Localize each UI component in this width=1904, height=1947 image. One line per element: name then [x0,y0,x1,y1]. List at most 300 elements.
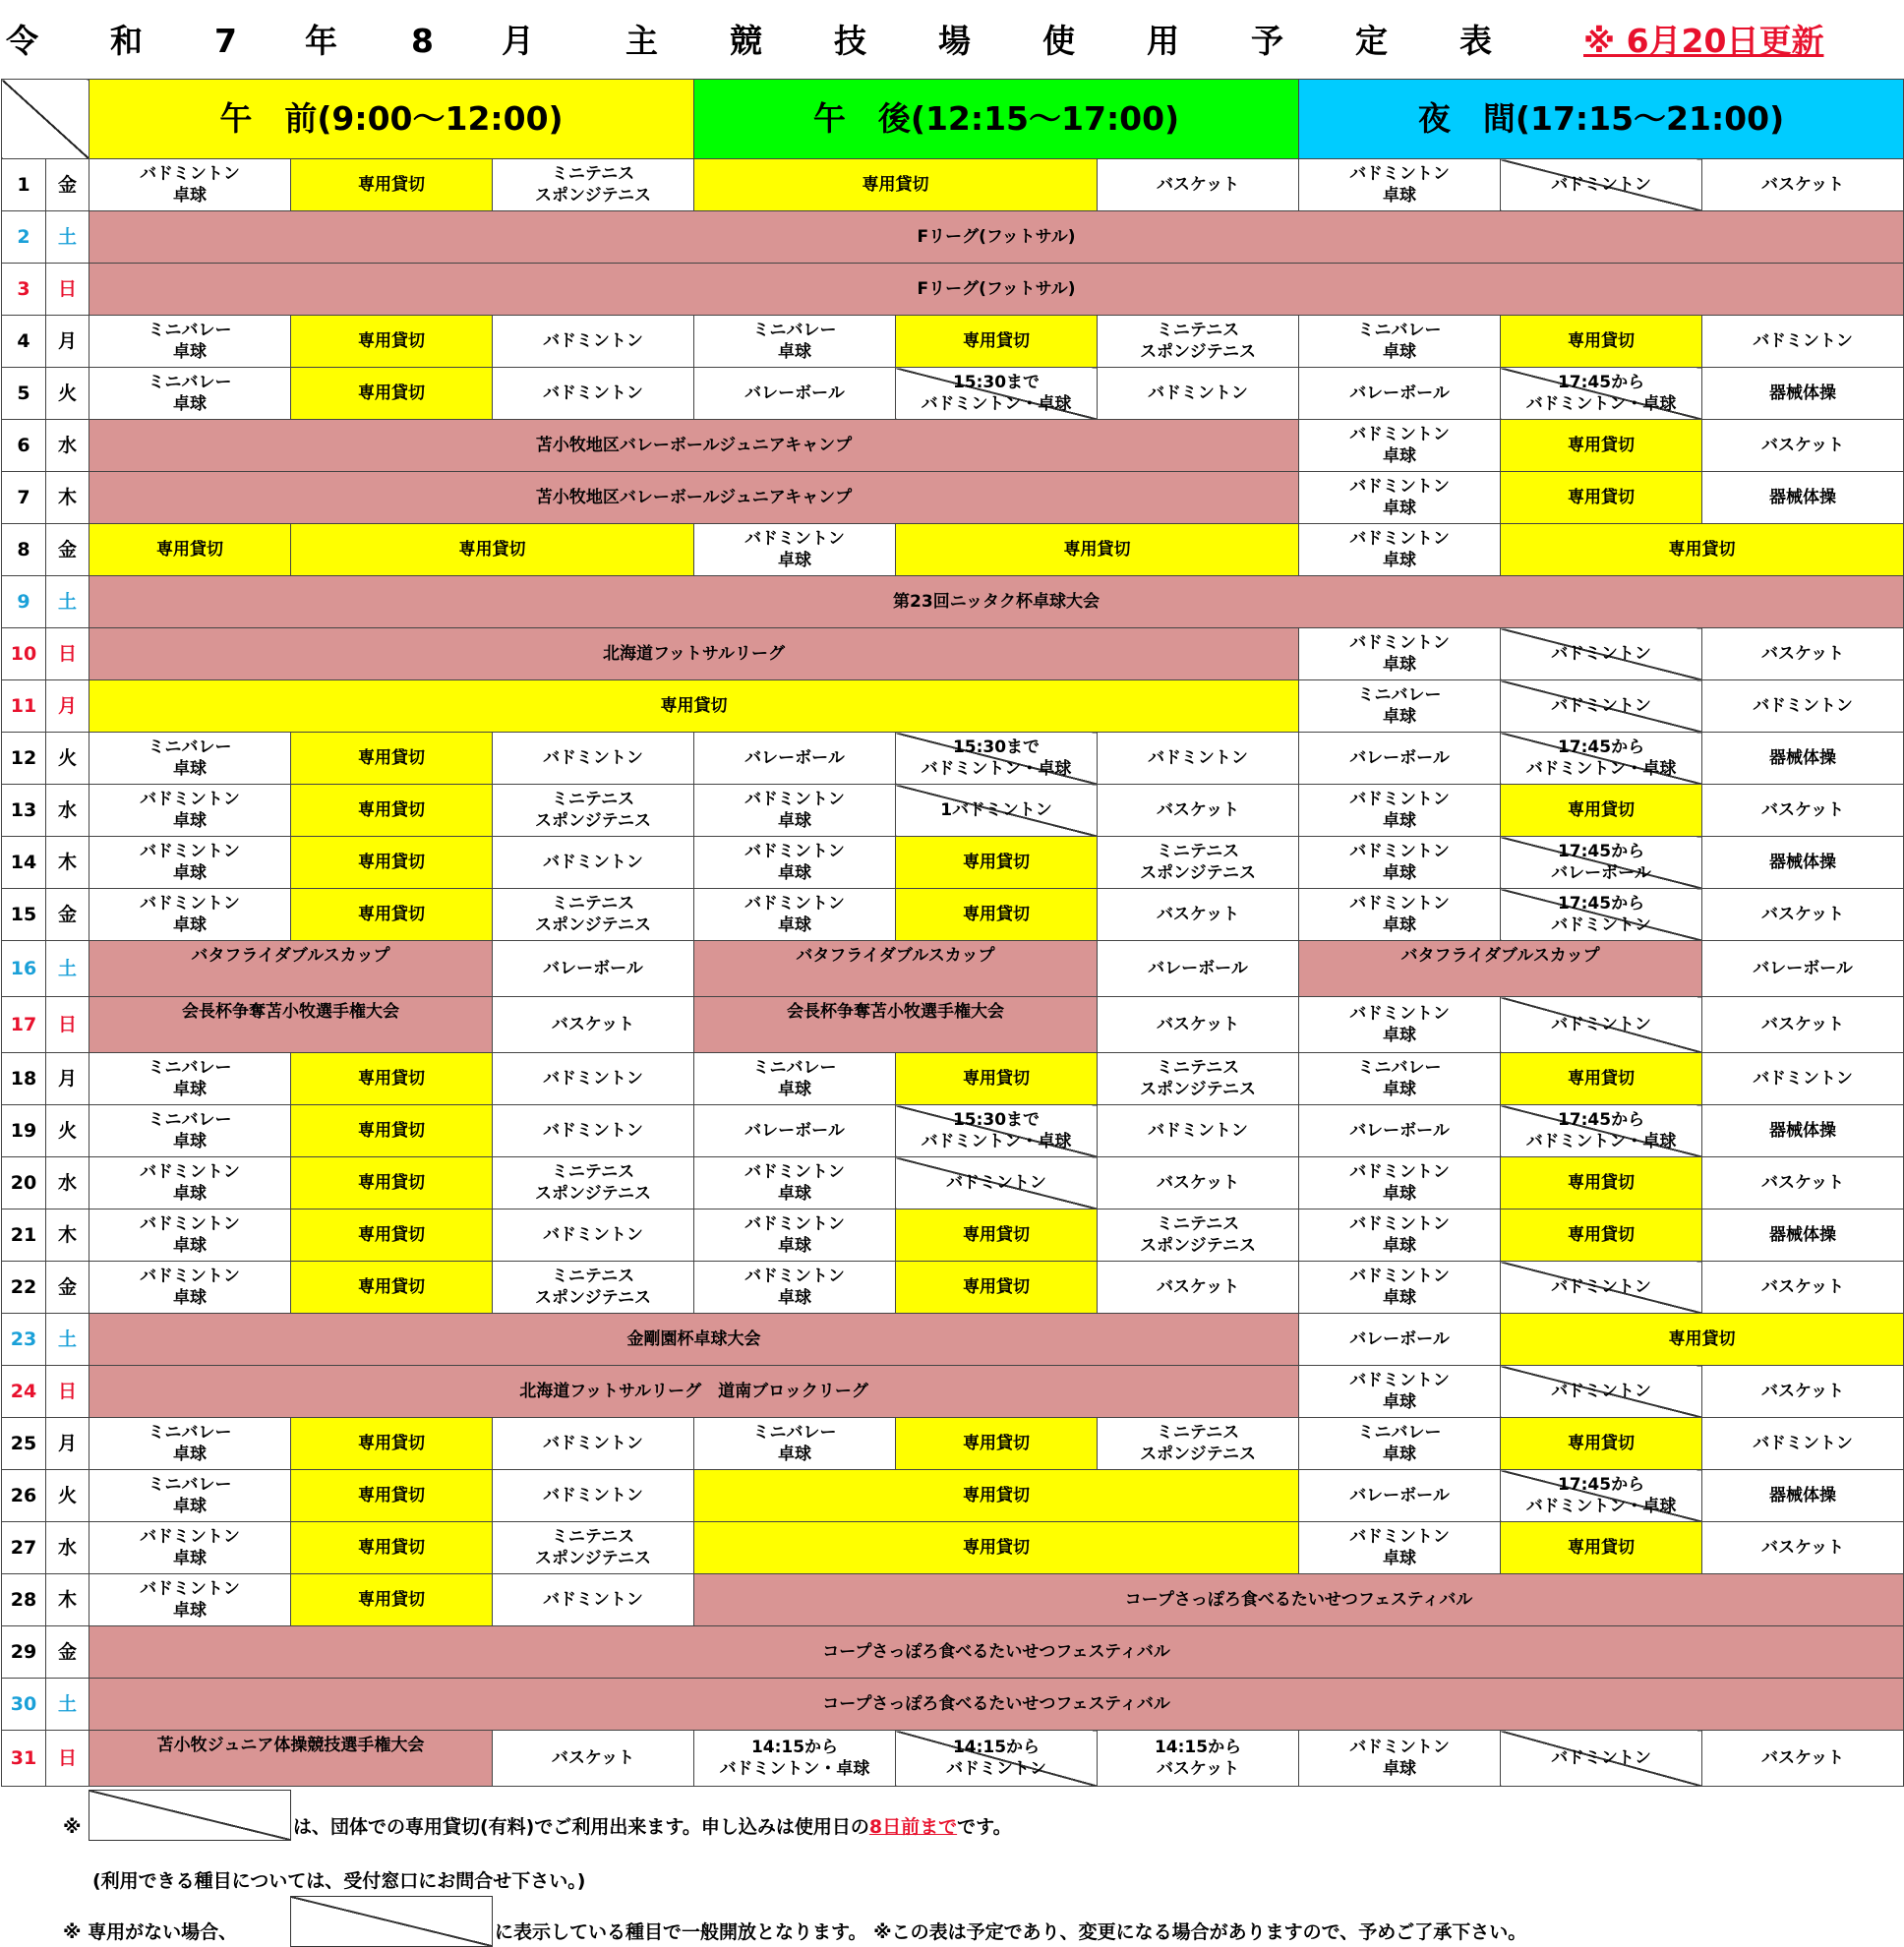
activity-slot: バドミントン 卓球 [89,889,291,941]
activity-slot: バスケット [1098,159,1299,211]
event-slot: 会長杯争奪苫小牧選手権大会 [89,997,493,1053]
reserved-slot: 専用貸切 [896,1418,1098,1470]
weekday-cell: 土 [46,576,89,628]
reserved-slot: 専用貸切 [694,1522,1299,1574]
activity-slot: ミニテニス スポンジテニス [493,159,694,211]
event-slot: コープさっぽろ食べるたいせつフェスティバル [89,1626,1904,1679]
activity-slot: ミニバレー 卓球 [89,1105,291,1157]
activity-slot: バドミントン [1702,1053,1904,1105]
activity-slot: バスケット [1702,1731,1904,1787]
open-slot-diagonal: 14:15から バドミントン [896,1731,1098,1787]
activity-slot: バドミントン 卓球 [694,1157,896,1210]
date-cell: 27 [2,1522,46,1574]
note-line-2: (利用できる種目については、受付窓口にお問合せ下さい。) [92,1870,586,1892]
day-row [2,941,1904,997]
reserved-slot: 専用貸切 [291,159,493,211]
activity-slot: ミニテニス スポンジテニス [493,1262,694,1314]
weekday-cell: 土 [46,1314,89,1366]
reserved-slot: 専用貸切 [896,1262,1098,1314]
day-row [2,733,1904,785]
weekday-cell: 月 [46,1053,89,1105]
activity-slot: バドミントン 卓球 [89,1574,291,1626]
reserved-slot: 専用貸切 [1501,472,1702,524]
day-row [2,1679,1904,1731]
activity-slot: バドミントン 卓球 [89,1210,291,1262]
reserved-slot: 専用貸切 [1501,316,1702,368]
title-char: 定 [1355,22,1388,60]
weekday-cell: 日 [46,628,89,680]
weekday-cell: 土 [46,211,89,264]
day-row [2,576,1904,628]
activity-slot: バドミントン 卓球 [1299,837,1501,889]
weekday-cell: 金 [46,1262,89,1314]
activity-slot: バドミントン [1702,680,1904,733]
date-cell: 11 [2,680,46,733]
activity-slot: ミニバレー 卓球 [89,733,291,785]
weekday-cell: 水 [46,420,89,472]
open-slot-diagonal: バドミントン [896,1157,1098,1210]
day-row [2,1210,1904,1262]
title-char: 年 [305,22,337,60]
date-cell: 29 [2,1626,46,1679]
title-char: 用 [1147,22,1179,60]
day-row [2,785,1904,837]
day-row [2,1522,1904,1574]
day-row [2,1053,1904,1105]
activity-slot: ミニバレー 卓球 [89,1418,291,1470]
title-char: 7 [214,22,237,60]
reserved-slot: 専用貸切 [291,1574,493,1626]
day-row [2,1418,1904,1470]
date-cell: 2 [2,211,46,264]
open-slot-diagonal: 15:30まで バドミントン・卓球 [896,368,1098,420]
weekday-cell: 金 [46,1626,89,1679]
activity-slot: バドミントン 卓球 [1299,420,1501,472]
day-row [2,264,1904,316]
activity-slot: 器械体操 [1702,368,1904,420]
activity-slot: バドミントン 卓球 [694,889,896,941]
activity-slot: 器械体操 [1702,1470,1904,1522]
activity-slot: バドミントン [493,316,694,368]
reserved-slot: 専用貸切 [694,1470,1299,1522]
activity-slot: バレーボール [1299,368,1501,420]
activity-slot: バレーボール [1299,733,1501,785]
reserved-slot: 専用貸切 [291,837,493,889]
date-cell: 28 [2,1574,46,1626]
activity-slot: バドミントン 卓球 [1299,1522,1501,1574]
event-slot: 第23回ニッタク杯卓球大会 [89,576,1904,628]
day-row [2,1574,1904,1626]
title-char: 和 [110,22,143,60]
activity-slot: ミニバレー 卓球 [1299,680,1501,733]
weekday-cell: 火 [46,733,89,785]
activity-slot: ミニテニス スポンジテニス [1098,1418,1299,1470]
activity-slot: バスケット [493,997,694,1053]
date-cell: 14 [2,837,46,889]
activity-slot: ミニバレー 卓球 [694,316,896,368]
date-cell: 9 [2,576,46,628]
activity-slot: 器械体操 [1702,733,1904,785]
title-char: 主 [625,22,658,60]
reserved-slot: 専用貸切 [1501,1157,1702,1210]
reserved-slot: 専用貸切 [291,785,493,837]
weekday-cell: 木 [46,472,89,524]
activity-slot: ミニバレー 卓球 [89,368,291,420]
activity-slot: バレーボール [1299,1105,1501,1157]
reserved-slot: 専用貸切 [1501,524,1904,576]
date-cell: 17 [2,997,46,1053]
title-char: 予 [1251,22,1283,60]
activity-slot: バドミントン [493,733,694,785]
day-row [2,997,1904,1053]
day-row [2,837,1904,889]
reserved-slot: 専用貸切 [694,159,1098,211]
activity-slot: バドミントン 卓球 [1299,1366,1501,1418]
activity-slot: バドミントン 卓球 [89,1157,291,1210]
day-row [2,524,1904,576]
date-cell: 30 [2,1679,46,1731]
note-line-3a: ※ 専用がない場合、 [63,1921,238,1943]
weekday-cell: 金 [46,524,89,576]
day-row [2,211,1904,264]
header-evening: 夜 間(17:15～21:00) [1299,80,1904,159]
day-row [2,680,1904,733]
event-slot: コープさっぽろ食べるたいせつフェスティバル [89,1679,1904,1731]
day-row [2,1105,1904,1157]
activity-slot: バレーボール [1299,1314,1501,1366]
reserved-slot: 専用貸切 [291,1105,493,1157]
activity-slot: バスケット [1098,785,1299,837]
event-slot: 苫小牧地区バレーボールジュニアキャンプ [89,472,1299,524]
activity-slot: バスケット [1702,159,1904,211]
activity-slot: バドミントン 卓球 [694,1262,896,1314]
activity-slot: ミニテニス スポンジテニス [1098,316,1299,368]
activity-slot: バドミントン 卓球 [1299,997,1501,1053]
activity-slot: 器械体操 [1702,472,1904,524]
activity-slot: バドミントン 卓球 [1299,889,1501,941]
activity-slot: バスケット [1702,1522,1904,1574]
date-cell: 26 [2,1470,46,1522]
note-mark: ※ [63,1816,82,1838]
activity-slot: バドミントン 卓球 [1299,785,1501,837]
activity-slot: バドミントン 卓球 [694,1210,896,1262]
day-row [2,1314,1904,1366]
weekday-cell: 木 [46,837,89,889]
date-cell: 12 [2,733,46,785]
event-slot: Fリーグ(フットサル) [89,264,1904,316]
date-cell: 10 [2,628,46,680]
activity-slot: バドミントン 卓球 [1299,1262,1501,1314]
open-slot-diagonal: 17:45から バドミントン・卓球 [1501,1105,1702,1157]
weekday-cell: 月 [46,316,89,368]
activity-slot: バドミントン [493,1470,694,1522]
weekday-cell: 土 [46,941,89,997]
date-cell: 7 [2,472,46,524]
day-row [2,1626,1904,1679]
activity-slot: 14:15から バスケット [1098,1731,1299,1787]
activity-slot: バレーボール [694,733,896,785]
activity-slot: ミニテニス スポンジテニス [493,1157,694,1210]
activity-slot: バドミントン [493,1210,694,1262]
event-slot: コープさっぽろ食べるたいせつフェスティバル [694,1574,1904,1626]
reserved-slot: 専用貸切 [291,1418,493,1470]
activity-slot: バドミントン 卓球 [694,837,896,889]
activity-slot: 器械体操 [1702,837,1904,889]
date-cell: 21 [2,1210,46,1262]
open-slot-diagonal: 15:30まで バドミントン・卓球 [896,1105,1098,1157]
reserved-slot: 専用貸切 [1501,1210,1702,1262]
weekday-cell: 火 [46,368,89,420]
activity-slot: ミニテニス スポンジテニス [1098,837,1299,889]
reserved-slot: 専用貸切 [1501,785,1702,837]
update-notice: ※ 6月20日更新 [1583,22,1824,60]
open-slot-diagonal: 17:45から バドミントン・卓球 [1501,1470,1702,1522]
open-slot-diagonal: バドミントン [1501,1262,1702,1314]
event-slot: 苫小牧地区バレーボールジュニアキャンプ [89,420,1299,472]
title-char: 技 [834,22,866,60]
weekday-cell: 水 [46,1157,89,1210]
activity-slot: バスケット [1098,997,1299,1053]
reserved-slot: 専用貸切 [291,1522,493,1574]
note-line-3b: に表示している種目で一般開放となります。 ※この表は予定であり、変更になる場合がありますので、予めご了承下さい。 [495,1921,1527,1943]
notes-section [0,1770,1904,1947]
activity-slot: バスケット [1098,1157,1299,1210]
title-char: 表 [1459,22,1492,60]
date-cell: 24 [2,1366,46,1418]
open-slot-diagonal: バドミントン [1501,1731,1702,1787]
activity-slot: バドミントン [493,1574,694,1626]
date-cell: 4 [2,316,46,368]
activity-slot: バスケット [1702,997,1904,1053]
activity-slot: ミニテニス スポンジテニス [1098,1210,1299,1262]
event-slot: バタフライダブルスカップ [694,941,1098,997]
date-cell: 19 [2,1105,46,1157]
activity-slot: バドミントン [493,837,694,889]
title-char: 8 [411,22,434,60]
activity-slot: バドミントン 卓球 [694,785,896,837]
activity-slot: バスケット [1098,889,1299,941]
activity-slot: ミニバレー 卓球 [89,316,291,368]
event-slot: 会長杯争奪苫小牧選手権大会 [694,997,1098,1053]
activity-slot: ミニバレー 卓球 [694,1053,896,1105]
reserved-slot: 専用貸切 [291,1470,493,1522]
activity-slot: バレーボール [1702,941,1904,997]
day-row [2,889,1904,941]
note-line-1b: です。 [957,1816,1012,1838]
activity-slot: バドミントン 卓球 [1299,628,1501,680]
weekday-cell: 日 [46,1366,89,1418]
weekday-cell: 水 [46,1522,89,1574]
activity-slot: 器械体操 [1702,1105,1904,1157]
reserved-slot: 専用貸切 [291,1053,493,1105]
weekday-cell: 月 [46,680,89,733]
activity-slot: バドミントン 卓球 [89,1522,291,1574]
open-slot-diagonal: 17:45から バドミントン・卓球 [1501,368,1702,420]
day-row [2,1157,1904,1210]
note-line-1a: は、団体での専用貸切(有料)でご利用出来ます。申し込みは使用日の [293,1816,869,1838]
weekday-cell: 火 [46,1105,89,1157]
reserved-slot: 専用貸切 [291,733,493,785]
open-slot-diagonal: 17:45から バドミントン [1501,889,1702,941]
date-cell: 6 [2,420,46,472]
activity-slot: バドミントン [493,1418,694,1470]
diagonal-legend-box [89,1790,291,1841]
event-slot: 北海道フットサルリーグ 道南ブロックリーグ [89,1366,1299,1418]
day-row [2,159,1904,211]
title-char: 使 [1042,22,1075,60]
reserved-slot: 専用貸切 [89,680,1299,733]
reserved-slot: 専用貸切 [291,889,493,941]
open-slot-diagonal: バドミントン [1501,997,1702,1053]
activity-slot: ミニバレー 卓球 [694,1418,896,1470]
activity-slot: バドミントン 卓球 [89,785,291,837]
activity-slot: バドミントン [493,368,694,420]
title-char: 月 [502,22,534,60]
open-slot-diagonal: 17:45から バドミントン・卓球 [1501,733,1702,785]
event-slot: バタフライダブルスカップ [1299,941,1702,997]
day-row [2,368,1904,420]
activity-slot: バスケット [1702,628,1904,680]
open-slot-diagonal: バドミントン [1501,159,1702,211]
diagonal-legend-box-2 [290,1896,493,1947]
activity-slot: バドミントン [1098,368,1299,420]
reserved-slot: 専用貸切 [291,1210,493,1262]
activity-slot: バスケット [493,1731,694,1787]
activity-slot: ミニバレー 卓球 [89,1053,291,1105]
activity-slot: 14:15から バドミントン・卓球 [694,1731,896,1787]
reserved-slot: 専用貸切 [896,316,1098,368]
corner-cell [2,80,89,159]
reserved-slot: 専用貸切 [896,524,1299,576]
reserved-slot: 専用貸切 [1501,1314,1904,1366]
day-row [2,1366,1904,1418]
day-row [2,1262,1904,1314]
reserved-slot: 専用貸切 [291,316,493,368]
note-line-1 [293,1814,1012,1840]
note-deadline: 8日前まで [868,1816,958,1838]
weekday-cell: 日 [46,997,89,1053]
activity-slot: バドミントン [493,1105,694,1157]
activity-slot: ミニテニス スポンジテニス [493,1522,694,1574]
date-cell: 22 [2,1262,46,1314]
header-morning: 午 前(9:00～12:00) [89,80,694,159]
reserved-slot: 専用貸切 [1501,1418,1702,1470]
activity-slot: ミニバレー 卓球 [89,1470,291,1522]
activity-slot: バスケット [1702,1157,1904,1210]
activity-slot: バドミントン 卓球 [1299,159,1501,211]
activity-slot: バドミントン 卓球 [89,159,291,211]
header-row [2,80,1904,159]
weekday-cell: 木 [46,1210,89,1262]
date-cell: 31 [2,1731,46,1787]
weekday-cell: 金 [46,889,89,941]
activity-slot: バスケット [1702,785,1904,837]
activity-slot: ミニテニス スポンジテニス [493,889,694,941]
activity-slot: ミニテニス スポンジテニス [1098,1053,1299,1105]
reserved-slot: 専用貸切 [291,524,694,576]
reserved-slot: 専用貸切 [1501,420,1702,472]
title-char: 令 [6,22,38,60]
activity-slot: ミニバレー 卓球 [1299,1053,1501,1105]
date-cell: 18 [2,1053,46,1105]
activity-slot: バレーボール [694,1105,896,1157]
activity-slot: バドミントン [493,1053,694,1105]
weekday-cell: 水 [46,785,89,837]
day-row [2,472,1904,524]
reserved-slot: 専用貸切 [291,1262,493,1314]
date-cell: 15 [2,889,46,941]
open-slot-diagonal: 15:30まで バドミントン・卓球 [896,733,1098,785]
reserved-slot: 専用貸切 [896,1210,1098,1262]
weekday-cell: 月 [46,1418,89,1470]
date-cell: 5 [2,368,46,420]
event-slot: 北海道フットサルリーグ [89,628,1299,680]
activity-slot: バドミントン 卓球 [89,1262,291,1314]
activity-slot: バスケット [1702,420,1904,472]
date-cell: 20 [2,1157,46,1210]
activity-slot: バレーボール [1098,941,1299,997]
activity-slot: ミニバレー 卓球 [1299,1418,1501,1470]
weekday-cell: 金 [46,159,89,211]
activity-slot: バドミントン [1702,1418,1904,1470]
open-slot-diagonal: 1バドミントン [896,785,1098,837]
day-row [2,1470,1904,1522]
activity-slot: バドミントン 卓球 [1299,524,1501,576]
event-slot: 金剛園杯卓球大会 [89,1314,1299,1366]
activity-slot: バドミントン [1098,1105,1299,1157]
title-char: 競 [730,22,762,60]
date-cell: 1 [2,159,46,211]
weekday-cell: 火 [46,1470,89,1522]
activity-slot: 器械体操 [1702,1210,1904,1262]
reserved-slot: 専用貸切 [896,1053,1098,1105]
date-cell: 16 [2,941,46,997]
activity-slot: バスケット [1702,889,1904,941]
activity-slot: バドミントン 卓球 [1299,1210,1501,1262]
open-slot-diagonal: バドミントン [1501,680,1702,733]
activity-slot: バドミントン 卓球 [1299,1731,1501,1787]
activity-slot: ミニテニス スポンジテニス [493,785,694,837]
day-row [2,316,1904,368]
activity-slot: バドミントン 卓球 [89,837,291,889]
schedule-table [1,79,1904,1787]
date-cell: 3 [2,264,46,316]
reserved-slot: 専用貸切 [896,889,1098,941]
activity-slot: バドミントン 卓球 [1299,472,1501,524]
event-slot: 苫小牧ジュニア体操競技選手権大会 [89,1731,493,1787]
open-slot-diagonal: バドミントン [1501,1366,1702,1418]
title-char: 場 [938,22,971,60]
activity-slot: バドミントン 卓球 [1299,1157,1501,1210]
reserved-slot: 専用貸切 [89,524,291,576]
open-slot-diagonal: バドミントン [1501,628,1702,680]
activity-slot: バレーボール [1299,1470,1501,1522]
weekday-cell: 木 [46,1574,89,1626]
reserved-slot: 専用貸切 [291,1157,493,1210]
day-row [2,420,1904,472]
activity-slot: バレーボール [694,368,896,420]
reserved-slot: 専用貸切 [1501,1522,1702,1574]
reserved-slot: 専用貸切 [1501,1053,1702,1105]
open-slot-diagonal: 17:45から バレーボール [1501,837,1702,889]
activity-slot: バドミントン 卓球 [694,524,896,576]
schedule-title [0,0,1904,79]
weekday-cell: 日 [46,1731,89,1787]
activity-slot: バスケット [1702,1366,1904,1418]
weekday-cell: 日 [46,264,89,316]
header-afternoon: 午 後(12:15～17:00) [694,80,1299,159]
reserved-slot: 専用貸切 [291,368,493,420]
